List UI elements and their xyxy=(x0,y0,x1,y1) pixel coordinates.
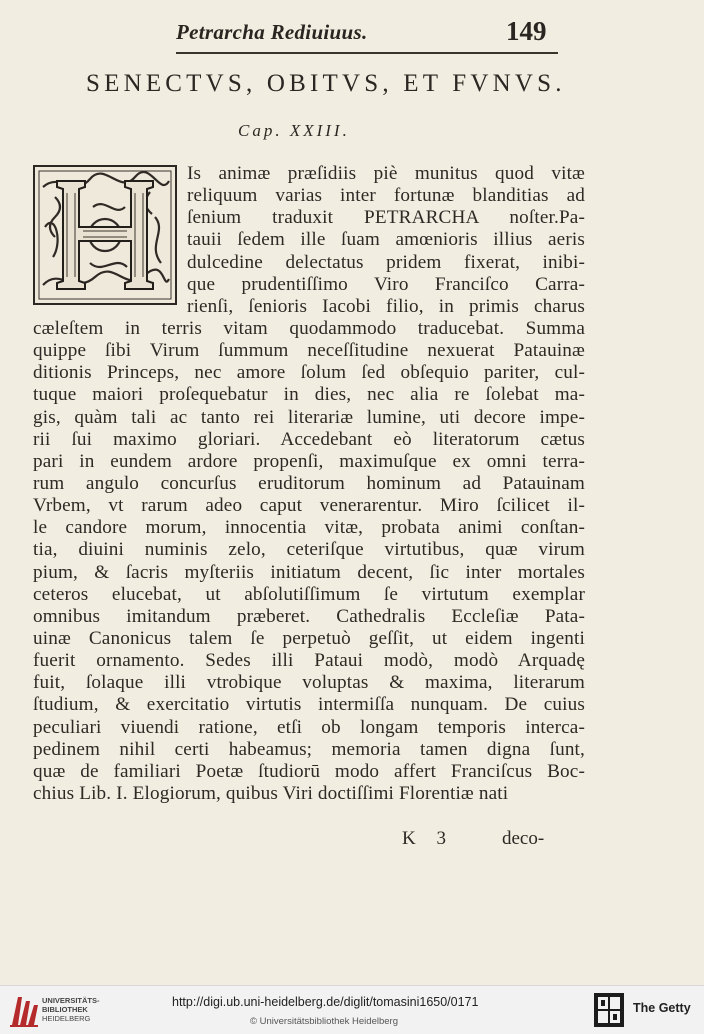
university-library-logo-icon[interactable] xyxy=(8,991,40,1029)
text-line: rii ſui maximo gloriari. Accedebant eò literatorum cætus xyxy=(33,428,585,450)
institution-line-2: BIBLIOTHEK xyxy=(42,1005,88,1014)
text-line: quæ de familiari Poetæ ſtudiorū modo affert Franciſcus Boc- xyxy=(33,760,585,782)
text-line: cæleſtem in terris vitam quodammodo traducebat. Summa xyxy=(33,317,585,339)
institution-line-1: UNIVERSITÄTS- xyxy=(42,996,100,1005)
text-line: pedinem nihil certi habeamus; memoria tamen digna ſunt, xyxy=(33,738,585,760)
text-line: tia, diuini numinis zelo, ceteriſque virtutibus, quæ virum xyxy=(33,539,585,561)
text-line: peculiari viuendi ratione, etſi ob longam temporis interca- xyxy=(33,716,585,738)
copyright-notice: © Universitätsbibliothek Heidelberg xyxy=(250,1016,398,1027)
institution-line-3: HEIDELBERG xyxy=(42,1014,91,1023)
chapter-number: Cap. XXIII. xyxy=(238,121,350,140)
text-line: dulcedine delectatus pridem fixerat, inibi- xyxy=(187,251,585,273)
text-line: ſenium traduxit PETRARCHA noſter.Pa- xyxy=(187,207,585,229)
text-line: tauii ſedem ille ſuam amœnioris illius aeris xyxy=(187,229,585,251)
text-line: omnibus imitandum præberet. Cathedralis Eccleſiæ Pata- xyxy=(33,605,585,627)
text-line: que prudentiſſimo Viro Franciſco Carra- xyxy=(187,273,585,295)
text-line: pium, & ſacris myſteriis initiatum decent, ſic inter mortales xyxy=(33,561,585,583)
text-line: tuque maiori proſequebatur in dies, nec alia re ſolebat ma- xyxy=(33,384,585,406)
header-rule xyxy=(176,52,558,54)
running-title: Petrarcha Rediuiuus. xyxy=(176,20,368,44)
text-line: ſtudium, & exercitatio virtutis intermiſſa nunquam. De cuius xyxy=(33,694,585,716)
text-line: pari in eundem ardore propenſi, maximuſque ex omni terra- xyxy=(33,450,585,472)
text-line: fuit, ſolaque illi vtrobique voluptas & maxima, literarum xyxy=(33,672,585,694)
text-line: ditionis Princeps, nec amore ſolum ſed obſequio pariter, cul- xyxy=(33,362,585,384)
text-line: Is animæ præſidiis piè munitus quod vitæ xyxy=(187,163,585,184)
getty-logo-icon[interactable] xyxy=(593,992,625,1028)
signature-mark: K 3 xyxy=(402,828,454,849)
text-line: quippe ſibi Virum ſummum neceſſitudine nexuerat Patauinæ xyxy=(33,340,585,362)
page-number: 149 xyxy=(506,16,547,46)
viewer-footer-bar xyxy=(0,985,704,1034)
text-line: Vrbem, vt rarum adeo caput venerarentur. Miro ſcilicet il- xyxy=(33,495,585,517)
text-line: le candore morum, innocentia vitæ, probata animi conſtan- xyxy=(33,517,585,539)
text-line: chius Lib. I. Elogiorum, quibus Viri doctiſſimi Florentiæ nati xyxy=(33,782,509,804)
text-line: reliquum varias inter fortunæ blanditias ad xyxy=(187,185,585,207)
text-line: rienſi, ſenioris Iacobi filio, in primis charus xyxy=(187,295,585,317)
chapter-title: SENECTVS, OBITVS, ET FVNVS. xyxy=(86,70,566,97)
text-line: rum angulo concurſus eruditorum hominum ad Patauinam xyxy=(33,472,585,494)
text-line: ceteros elucebat, ut abſolutiſſimum ſe virtutum exemplar xyxy=(33,583,585,605)
text-line: fuerit ornamento. Sedes illi Pataui modò, modò Arquadę xyxy=(33,650,585,672)
partner-name: The Getty xyxy=(633,1001,691,1015)
university-library-name xyxy=(42,996,100,1023)
catchword: deco- xyxy=(502,828,545,849)
text-line: gis, quàm tali ac tanto rei literariæ lumine, uti decore impe- xyxy=(33,406,585,428)
text-line: uinæ Canonicus talem ſe perpetuò geſſit, ut eidem ingenti xyxy=(33,627,585,649)
page-header xyxy=(0,14,704,54)
permalink-url[interactable]: http://digi.ub.uni-heidelberg.de/diglit/tomasini1650/0171 xyxy=(172,995,479,1009)
body-text xyxy=(33,163,585,805)
